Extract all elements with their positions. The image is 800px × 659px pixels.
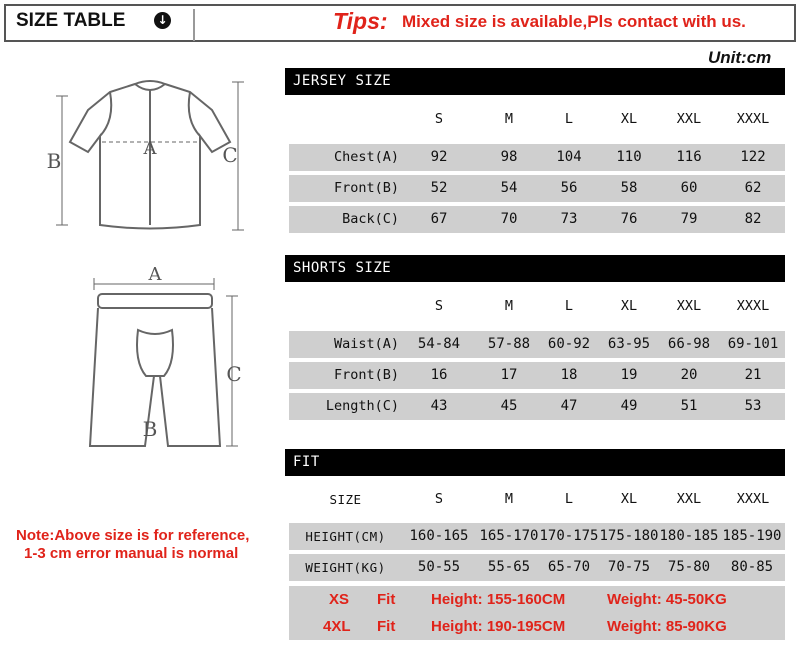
table-cell: 47 xyxy=(560,398,578,414)
size-s: S xyxy=(434,298,444,314)
page-title: SIZE TABLE xyxy=(16,10,126,31)
tips-text: Mixed size is available,Pls contact with us. xyxy=(402,12,746,31)
row-label: Back(C) xyxy=(342,211,399,227)
shorts-illustration xyxy=(60,266,280,466)
shorts-label-b: B xyxy=(142,417,158,441)
extra-fit-row xyxy=(289,586,785,613)
table-row xyxy=(289,206,785,233)
table-cell: 165-170 xyxy=(479,528,539,544)
extra-weight: Weight: 45-50KG xyxy=(607,591,727,608)
table-cell: 170-175 xyxy=(539,528,599,544)
size-m: M xyxy=(504,491,514,507)
header-divider xyxy=(193,9,195,41)
extra-fit: Fit xyxy=(377,591,396,608)
table-cell: 53 xyxy=(744,398,762,414)
table-cell: 67 xyxy=(430,211,448,227)
row-label: Front(B) xyxy=(333,367,399,383)
table-cell: 185-190 xyxy=(722,528,782,544)
row-label: Length(C) xyxy=(325,398,399,414)
table-cell: 70-75 xyxy=(607,559,651,575)
table-cell: 20 xyxy=(680,367,698,383)
table-cell: 65-70 xyxy=(547,559,591,575)
size-xxxl: XXXL xyxy=(736,111,770,127)
table-cell: 51 xyxy=(680,398,698,414)
table-cell: 75-80 xyxy=(667,559,711,575)
table-cell: 104 xyxy=(556,149,582,165)
table-row xyxy=(289,362,785,389)
table-row xyxy=(289,175,785,202)
size-l: L xyxy=(564,491,574,507)
size-m: M xyxy=(504,111,514,127)
table-row xyxy=(289,554,785,581)
table-cell: 58 xyxy=(620,180,638,196)
table-cell: 50-55 xyxy=(417,559,461,575)
size-xxl: XXL xyxy=(676,298,702,314)
table-cell: 98 xyxy=(500,149,518,165)
table-cell: 57-88 xyxy=(487,336,531,352)
table-cell: 56 xyxy=(560,180,578,196)
size-s: S xyxy=(434,491,444,507)
table-cell: 62 xyxy=(744,180,762,196)
table-cell: 21 xyxy=(744,367,762,383)
table-cell: 175-180 xyxy=(599,528,659,544)
shorts-label-c: C xyxy=(226,362,242,386)
size-xxxl: XXXL xyxy=(736,491,770,507)
size-l: L xyxy=(564,298,574,314)
header xyxy=(0,0,800,44)
table-cell: 55-65 xyxy=(487,559,531,575)
jersey-label-c: C xyxy=(222,143,238,167)
table-cell: 79 xyxy=(680,211,698,227)
table-cell: 110 xyxy=(616,149,642,165)
note-line-2: 1-3 cm error manual is normal xyxy=(24,545,239,562)
table-cell: 82 xyxy=(744,211,762,227)
size-xxxl: XXXL xyxy=(736,298,770,314)
jersey-illustration xyxy=(40,70,270,240)
shorts-section-title: SHORTS SIZE xyxy=(285,255,785,282)
fit-section-title: FIT xyxy=(285,449,785,476)
size-xxl: XXL xyxy=(676,111,702,127)
extra-height: Height: 190-195CM xyxy=(431,618,566,635)
size-xl: XL xyxy=(620,111,638,127)
table-cell: 18 xyxy=(560,367,578,383)
table-row xyxy=(289,331,785,358)
jersey-label-a: A xyxy=(143,138,157,159)
table-cell: 54-84 xyxy=(417,336,461,352)
jersey-section-title: JERSEY SIZE xyxy=(285,68,785,95)
size-xxl: XXL xyxy=(676,491,702,507)
table-cell: 60 xyxy=(680,180,698,196)
shorts-label-a: A xyxy=(148,266,162,285)
table-cell: 70 xyxy=(500,211,518,227)
jersey-size-header xyxy=(289,106,785,133)
table-cell: 180-185 xyxy=(659,528,719,544)
info-arrow-icon: ↓ xyxy=(154,12,171,29)
reference-note xyxy=(16,527,249,563)
table-cell: 52 xyxy=(430,180,448,196)
table-cell: 60-92 xyxy=(547,336,591,352)
fit-size-header xyxy=(289,486,785,513)
table-cell: 69-101 xyxy=(727,336,779,352)
row-label: WEIGHT(KG) xyxy=(305,560,386,575)
table-cell: 116 xyxy=(676,149,702,165)
table-cell: 66-98 xyxy=(667,336,711,352)
table-cell: 43 xyxy=(430,398,448,414)
extra-size: 4XL xyxy=(323,618,351,635)
table-row xyxy=(289,393,785,420)
table-cell: 92 xyxy=(430,149,448,165)
jersey-label-b: B xyxy=(46,149,62,173)
extra-fit: Fit xyxy=(377,618,396,635)
row-label: Waist(A) xyxy=(333,336,399,352)
size-xl: XL xyxy=(620,298,638,314)
extra-size: XS xyxy=(329,591,350,608)
extra-fit-row xyxy=(289,613,785,640)
size-s: S xyxy=(434,111,444,127)
size-m: M xyxy=(504,298,514,314)
row-label: HEIGHT(CM) xyxy=(305,529,386,544)
row-label: Front(B) xyxy=(333,180,399,196)
row-label: Chest(A) xyxy=(333,149,399,165)
table-cell: 73 xyxy=(560,211,578,227)
size-l: L xyxy=(564,111,574,127)
shorts-size-header xyxy=(289,293,785,320)
table-cell: 17 xyxy=(500,367,518,383)
table-cell: 160-165 xyxy=(409,528,469,544)
table-cell: 45 xyxy=(500,398,518,414)
table-cell: 19 xyxy=(620,367,638,383)
table-row xyxy=(289,144,785,171)
table-row xyxy=(289,523,785,550)
table-cell: 80-85 xyxy=(730,559,774,575)
extra-weight: Weight: 85-90KG xyxy=(607,618,727,635)
table-cell: 54 xyxy=(500,180,518,196)
table-cell: 16 xyxy=(430,367,448,383)
table-cell: 49 xyxy=(620,398,638,414)
extra-fit-box xyxy=(289,586,785,640)
tips-label: Tips: xyxy=(333,8,388,34)
note-line-1: Note:Above size is for reference, xyxy=(16,527,250,544)
extra-height: Height: 155-160CM xyxy=(431,591,566,608)
size-xl: XL xyxy=(620,491,638,507)
size-label: SIZE xyxy=(329,492,362,507)
table-cell: 122 xyxy=(740,149,766,165)
table-cell: 63-95 xyxy=(607,336,651,352)
table-cell: 76 xyxy=(620,211,638,227)
unit-label: Unit:cm xyxy=(708,48,772,67)
